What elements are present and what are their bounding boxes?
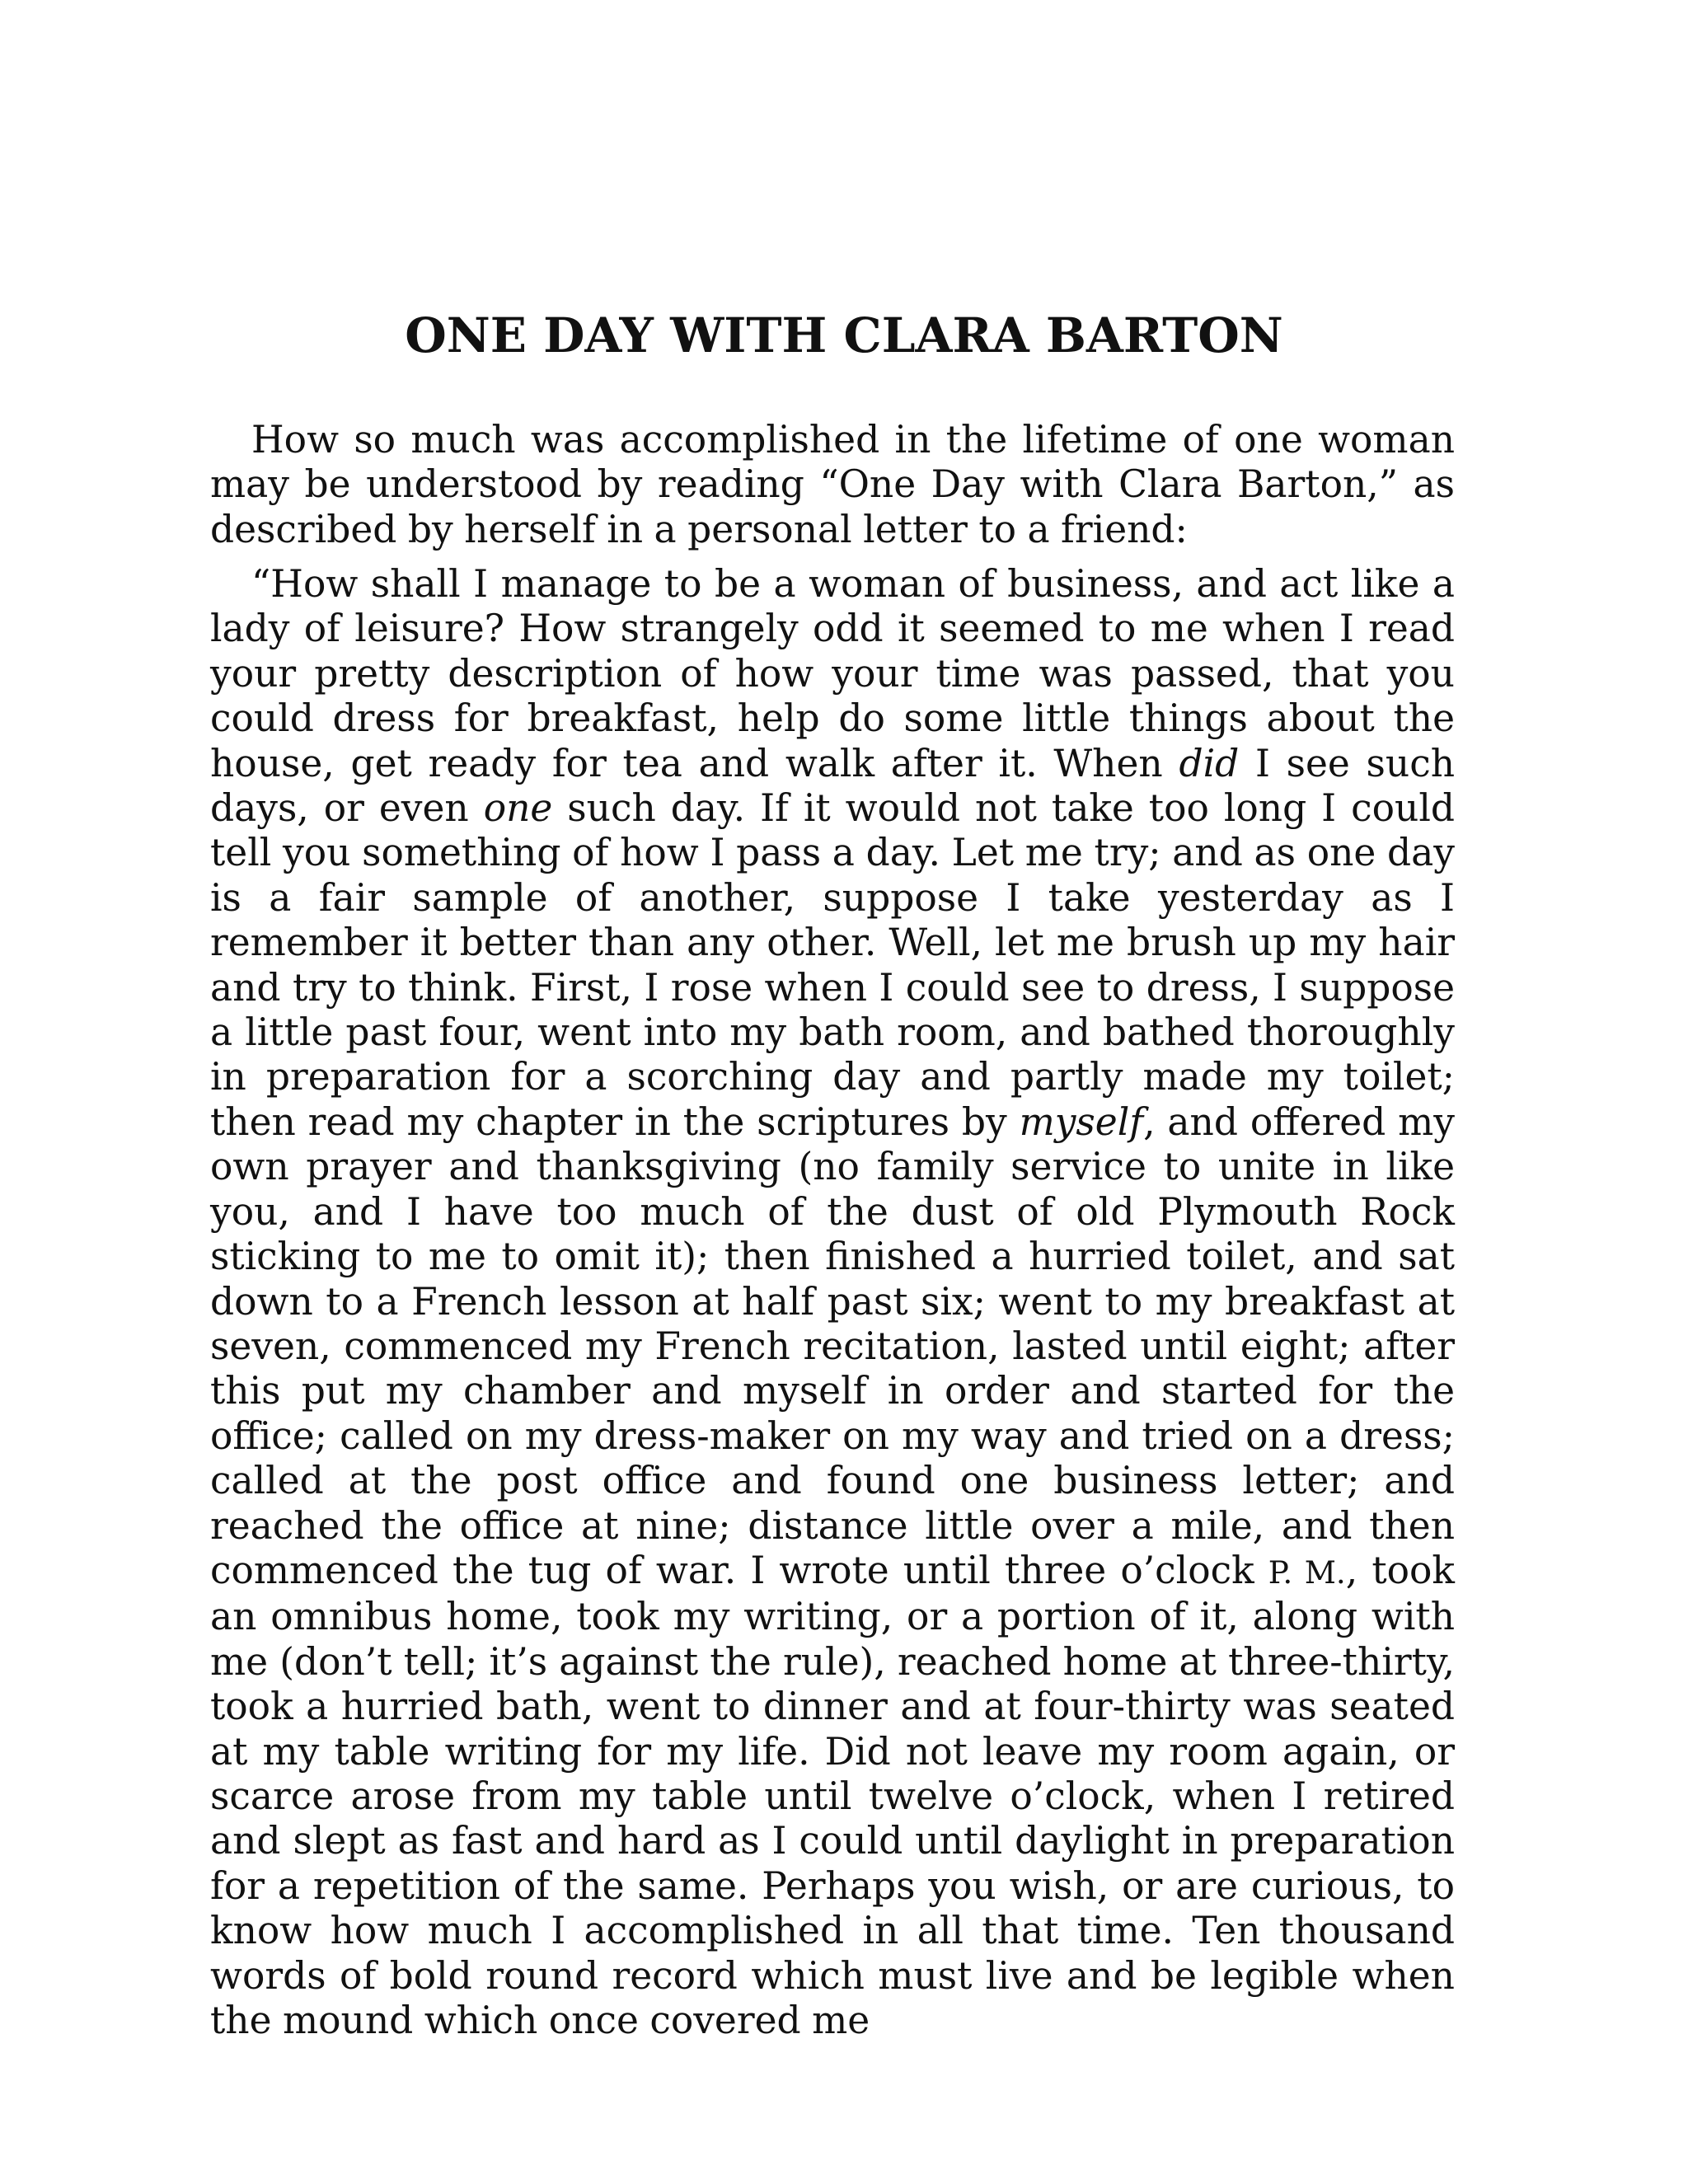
letter-text-4: , and offered my own prayer and thanksgiving (no family service to unite in like you, and I have too much of the dust of old Plymouth Rock sticking to me to omit it); then finished a hurried toilet, and sat down to a French lesson at half past six; went to my breakfast at seven, commenced my French recitation, lasted until eight; after this put my chamber and myself in order and started for the office; called on my dress-maker on my way and tried on a dress; called at the post office and found one business letter; and reached the office at nine; distance little over a mile, and then commenced the tug of war. I wrote until three o’clock	[210, 1099, 1455, 1592]
letter-paragraph	[210, 562, 1455, 2043]
letter-text-3: such day. If it would not take too long I could tell you something of how I pass a day. Let me try; and as one day is a fair sample of another, suppose I take yesterday as I remember it better than any other. Well, let me brush up my hair and try to think. First, I rose when I could see to dress, I suppose a little past four, went into my bath room, and bathed thoroughly in preparation for a scorching day and partly made my toilet; then read my chapter in the scriptures by	[210, 786, 1455, 1144]
letter-text-1: “How shall I manage to be a woman of business, and act like a lady of leisure? How strangely odd it seemed to me when I read your pretty description of how your time was passed, that you could dress for breakfast, help do some little things about the house, get ready for tea and walk after it. When	[210, 562, 1455, 785]
emphasis-myself: myself	[1019, 1099, 1144, 1144]
letter-text-5: , took an omnibus home, took my writing, or a portion of it, along with me (don’t tell; it’s against the rule), reached home at three-thirty, took a hurried bath, went to dinner and at four-thirty was seated at my table writing for my life. Did not leave my room again, or scarce arose from my table until twelve o’clock, when I retired and slept as fast and hard as I could until daylight in preparation for a repetition of the same. Perhaps you wish, or are curious, to know how much I accomplished in all that time. Ten thousand words of bold round record which must live and be legible when the mound which once covered me	[210, 1548, 1456, 2042]
time-abbreviation: P. M.	[1268, 1554, 1346, 1591]
emphasis-did: did	[1179, 741, 1240, 785]
intro-paragraph: How so much was accomplished in the lifetime of one woman may be understood by reading “One Day with Clara Barton,” as described by herself in a personal letter to a friend:	[210, 418, 1455, 551]
emphasis-one: one	[483, 786, 553, 831]
chapter-title: ONE DAY WITH CLARA BARTON	[405, 307, 1283, 363]
letter-text-2: I see such days, or even	[210, 741, 1455, 831]
